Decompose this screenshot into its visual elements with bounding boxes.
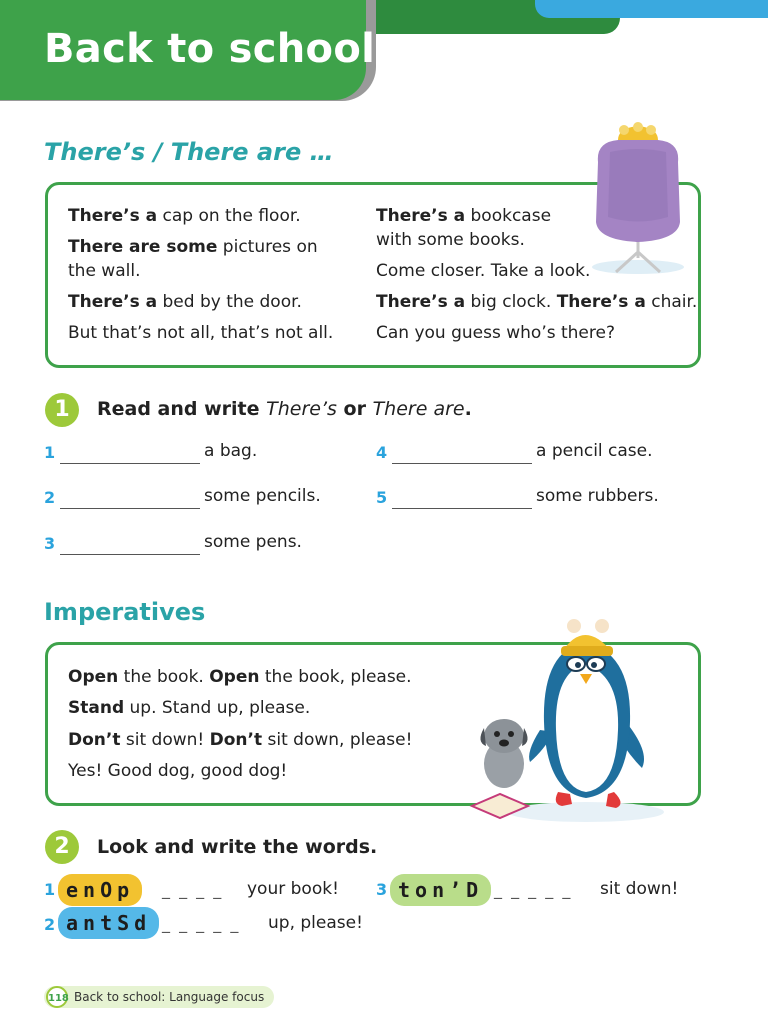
imperative-line: Don’t sit down! Don’t sit down, please! [68,730,413,750]
answer-blank[interactable] [60,445,200,464]
exercise-number-badge: 2 [45,830,79,864]
section-title-imperatives: Imperatives [44,598,206,626]
letter-blanks[interactable]: _ _ _ _ _ [494,880,573,899]
page-title: Back to school [44,26,376,72]
item-text: some pencils. [204,486,321,506]
item-number: 1 [44,443,56,462]
chant-line: the wall. [68,261,141,281]
answer-blank[interactable] [392,490,532,509]
item-text: your book! [247,879,339,899]
chant-line: But that’s not all, that’s not all. [68,323,334,343]
letter-blanks[interactable]: _ _ _ _ _ [162,914,241,933]
chant-line: There’s a big clock. There’s a chair. [376,292,698,312]
penguin-dog-illustration [466,612,666,824]
section-title-theres: There’s / There are … [44,138,334,166]
item-number: 3 [376,880,388,899]
scrambled-word: enOp [58,874,142,906]
item-number: 5 [376,488,388,507]
imperative-line: Yes! Good dog, good dog! [68,761,288,781]
item-number: 2 [44,915,56,934]
imperative-line: Stand up. Stand up, please. [68,698,311,718]
chant-line: There’s a cap on the floor. [68,206,301,226]
footer-label: Back to school: Language focus [44,986,274,1008]
item-text: some rubbers. [536,486,659,506]
armchair-illustration [588,122,688,278]
page-number: 118 [46,986,68,1008]
item-number: 1 [44,880,56,899]
imperative-line: Open the book. Open the book, please. [68,667,412,687]
item-text: sit down! [600,879,679,899]
item-text: up, please! [268,913,363,933]
letter-blanks[interactable]: _ _ _ _ [162,880,224,899]
item-text: a bag. [204,441,258,461]
scrambled-word: ton’D [390,874,491,906]
chant-line: There’s a bed by the door. [68,292,302,312]
item-number: 4 [376,443,388,462]
answer-blank[interactable] [60,490,200,509]
chant-line: with some books. [376,230,525,250]
exercise-instruction: Look and write the words. [97,836,378,858]
chant-line: There’s a bookcase [376,206,552,226]
chant-line: There are some pictures on [68,237,318,257]
header-accent-blue [535,0,768,18]
exercise-instruction: Read and write There’s or There are. [97,398,472,420]
chant-line: Can you guess who’s there? [376,323,615,343]
item-text: a pencil case. [536,441,653,461]
exercise-number-badge: 1 [45,393,79,427]
item-text: some pens. [204,532,302,552]
item-number: 2 [44,488,56,507]
answer-blank[interactable] [392,445,532,464]
scrambled-word: antSd [58,907,159,939]
answer-blank[interactable] [60,536,200,555]
chant-line: Come closer. Take a look. [376,261,591,281]
item-number: 3 [44,534,56,553]
